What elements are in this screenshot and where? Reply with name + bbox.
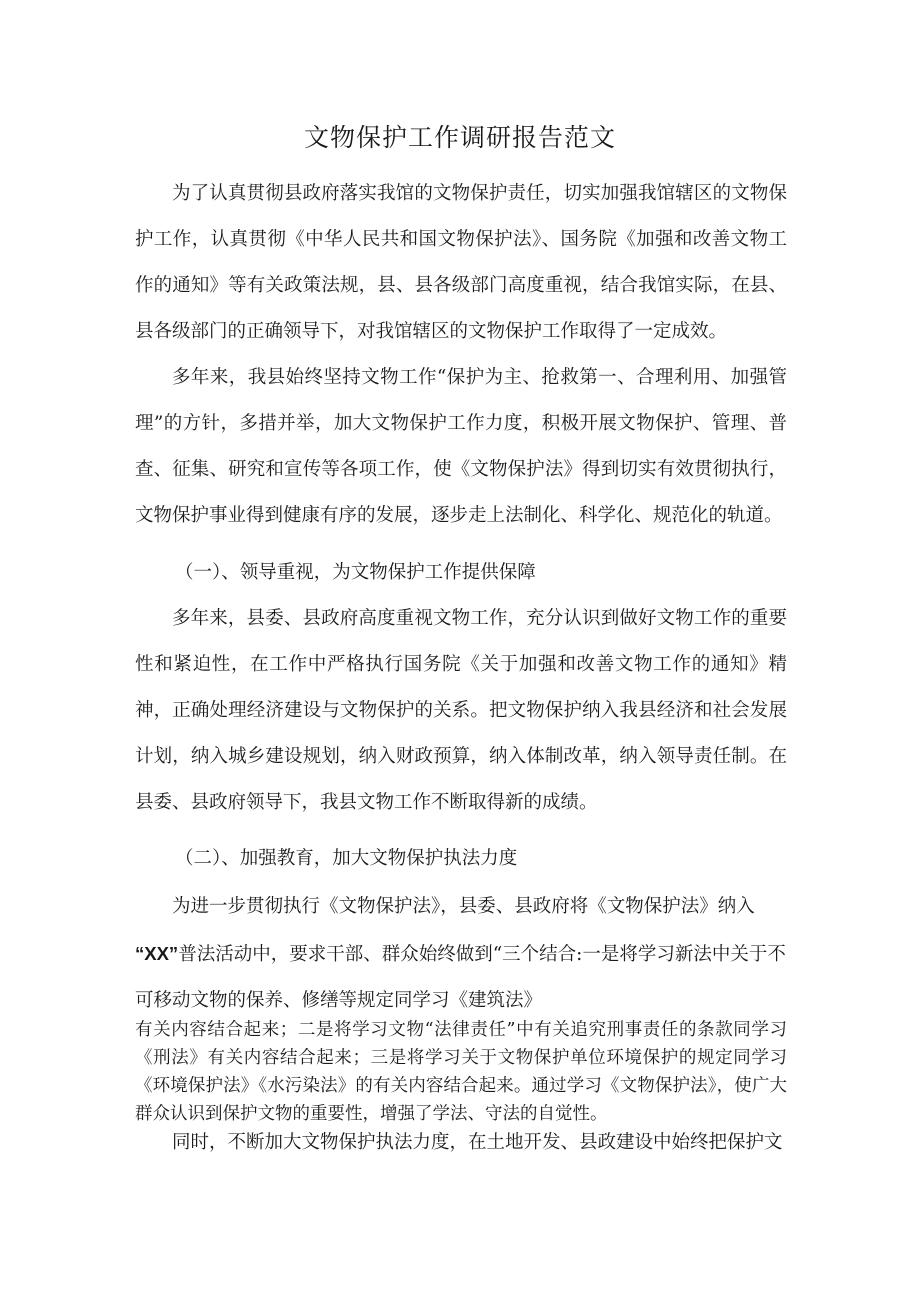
paragraph-leadership: 多年来，县委、县政府高度重视文物工作，充分认识到做好文物工作的重要性和紧迫性，在工作中严格执行国务院《关于加强和改善文物工作的通知》精神，正确处理经济建设与文物保护的关系。把文物保护纳入我县经济和社会发展计划，纳入城乡建设规划，纳入财政预算，纳入体制改革，纳入领导责任制。在县委、县政府领导下，我县文物工作不断取得新的成绩。 <box>135 608 787 813</box>
paragraph-education-tight: 有关内容结合起来；二是将学习文物“法律责任”中有关追究刑事责任的条款同学习《刑法》有关内容结合起来；三是将学习关于文物保护单位环境保护的规定同学习《环境保护法》《水污染法》的有关内容结合起来。通过学习《文物保护法》，使广大群众认识到保护文物的重要性，增强了学法、守法的自觉性。 <box>135 1020 787 1124</box>
section-heading-2: （二）、加强教育，加大文物保护执法力度 <box>175 848 518 869</box>
paragraph-policy: 多年来，我县始终坚持文物工作“保护为主、抢救第一、合理利用、加强管理”的方针，多措并举，加大文物保护工作力度，积极开展文物保护、管理、普查、征集、研究和宣传等各项工作，使《文物保护法》得到切实有效贯彻执行，文物保护事业得到健康有序的发展，逐步走上法制化、科学化、规范化的轨道。 <box>135 367 787 526</box>
paragraph-enforcement: 同时，不断加大文物保护执法力度，在土地开发、县政建设中始终把保护文 <box>172 1132 783 1153</box>
section-heading-1: （一）、领导重视，为文物保护工作提供保障 <box>175 562 536 583</box>
paragraph-education-line1: 为进一步贯彻执行《文物保护法》，县委、县政府将《文物保护法》纳入 <box>172 896 755 917</box>
paragraph-education-line3: 可移动文物的保养、修缮等规定同学习《建筑法》 <box>135 990 543 1011</box>
xx-quote: “XX” <box>135 943 179 964</box>
page-title: 文物保护工作调研报告范文 <box>303 123 616 152</box>
paragraph-education-line2-text: 普法活动中，要求干部、群众始终做到“三个结合:一是将学习新法中关于不 <box>178 944 786 965</box>
paragraph-education-line2 <box>135 931 787 978</box>
paragraph-intro: 为了认真贯彻县政府落实我馆的文物保护责任，切实加强我馆辖区的文物保护工作，认真贯彻《中华人民共和国文物保护法》、国务院《加强和改善文物工作的通知》等有关政策法规，县、县各级部门高度重视，结合我馆实际，在县、县各级部门的正确领导下，对我馆辖区的文物保护工作取得了一定成效。 <box>135 183 787 342</box>
